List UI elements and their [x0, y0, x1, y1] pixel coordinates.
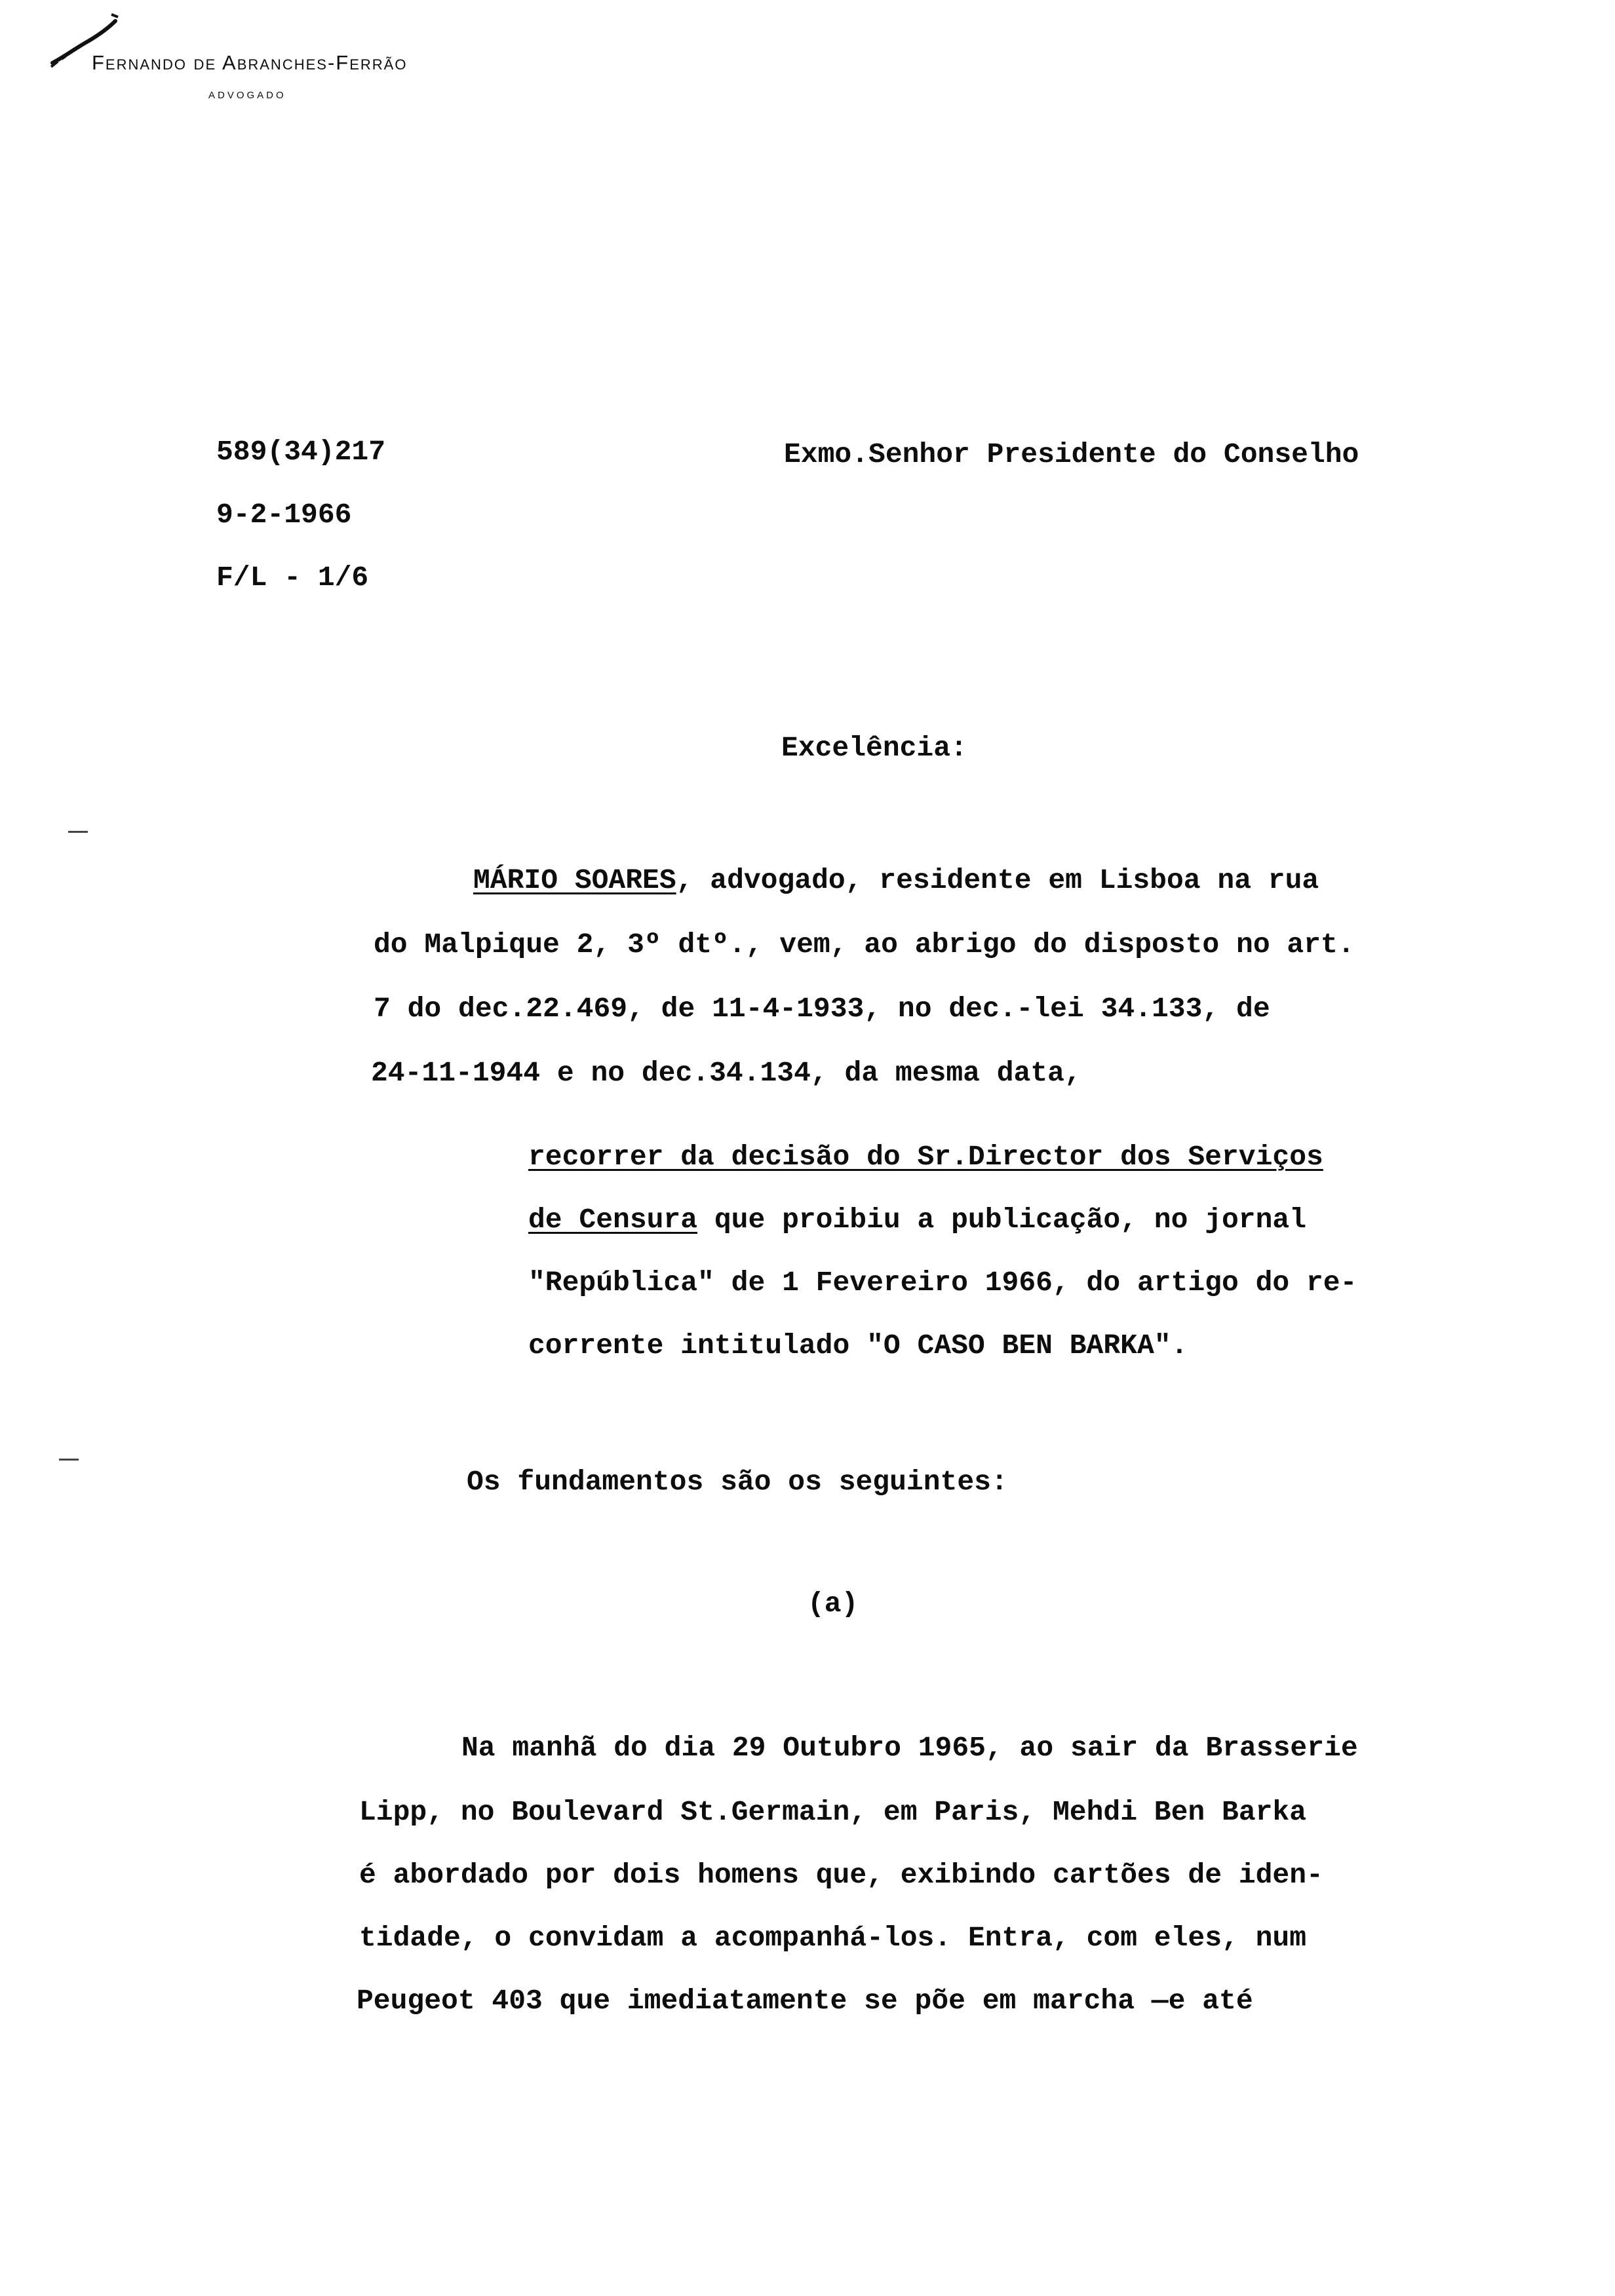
- paragraph1-line1: [473, 866, 1319, 894]
- paragraph1-line3: 7 do dec.22.469, de 11-4-1933, no dec.-lei 34.133, de: [374, 993, 1270, 1025]
- letterhead: [92, 51, 408, 102]
- margin-mark: [68, 831, 88, 833]
- section-heading-a: (a): [808, 1588, 859, 1620]
- margin-mark: [59, 1459, 79, 1461]
- appeal-line2-rest: que proibiu a publicação, no jornal: [697, 1204, 1306, 1236]
- salutation: Excelência:: [781, 732, 967, 764]
- reference-date: 9-2-1966: [216, 499, 352, 531]
- appeal-line3: "República" de 1 Fevereiro 1966, do artigo do re-: [528, 1267, 1357, 1299]
- letterhead-title: advogado: [208, 85, 286, 102]
- paragraph3-line4: tidade, o convidam a acompanhá-los. Entra, com eles, num: [359, 1922, 1307, 1954]
- appeal-line4: corrente intitulado "O CASO BEN BARKA".: [528, 1330, 1188, 1362]
- appeal-line2-underlined: de Censura: [528, 1204, 698, 1236]
- appeal-line1: recorrer da decisão do Sr.Director dos Serviços: [528, 1141, 1323, 1173]
- paragraph3-line1: Na manhã do dia 29 Outubro 1965, ao sair da Brasserie: [461, 1732, 1358, 1764]
- petitioner-name: MÁRIO SOARES: [473, 864, 676, 896]
- letterhead-name: Fernando de Abranches-Ferrão: [92, 51, 408, 74]
- addressee: Exmo.Senhor Presidente do Conselho: [784, 438, 1359, 470]
- grounds-intro: Os fundamentos são os seguintes:: [467, 1466, 1008, 1498]
- paragraph1-line4: 24-11-1944 e no dec.34.134, da mesma data,: [371, 1057, 1081, 1089]
- paragraph3-line5: Peugeot 403 que imediatamente se põe em marcha —e até: [357, 1985, 1253, 2017]
- paragraph3-line2: Lipp, no Boulevard St.Germain, em Paris, Mehdi Ben Barka: [359, 1796, 1307, 1828]
- paragraph3-line3: é abordado por dois homens que, exibindo cartões de iden-: [359, 1859, 1323, 1891]
- reference-page: F/L - 1/6: [216, 562, 369, 594]
- appeal-line2: [528, 1206, 1306, 1234]
- reference-number: 589(34)217: [216, 436, 386, 468]
- paragraph1-line2: do Malpique 2, 3º dtº., vem, ao abrigo do disposto no art.: [374, 928, 1355, 961]
- paragraph1-line1-rest: , advogado, residente em Lisboa na rua: [676, 864, 1319, 896]
